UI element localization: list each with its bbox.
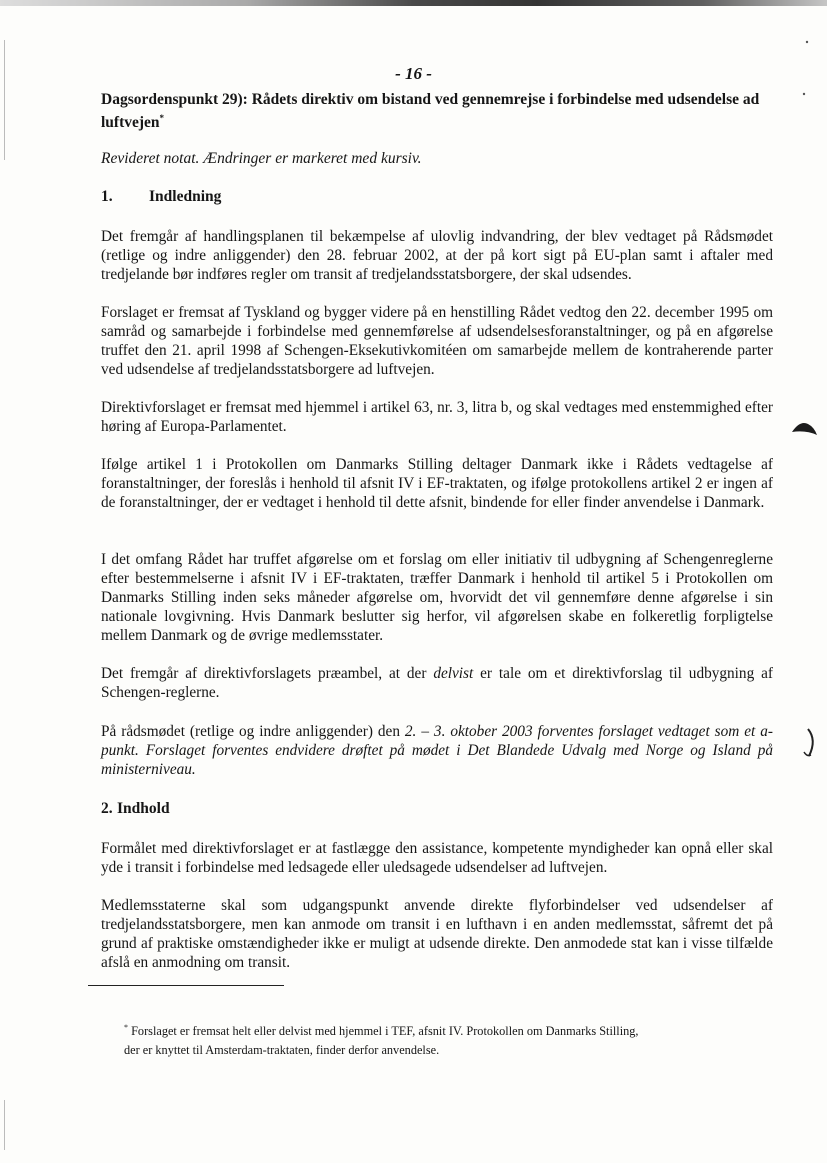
footnote-line-2 xyxy=(124,1041,744,1060)
revision-note: Revideret notat. Ændringer er markeret med kursiv. xyxy=(101,150,422,167)
margin-bracket-mark xyxy=(800,726,820,760)
paragraph-1: Det fremgår af handlingsplanen til bekæmpelse af ulovlig indvandring, der blev vedtaget på Rådsmødet (retlige og indre anliggender) den 28. februar 2002, at der på kort sigt på EU-plan samt i aftaler med tredjelande bør indføres regler om transit af tredjelandsstatsborgere, der skal udsendes. xyxy=(101,228,773,283)
paragraph-2: Forslaget er fremsat af Tyskland og bygger videre på en henstilling Rådet vedtog den 22. december 1995 om samråd og samarbejde i forbindelse med gennemførelse af udsendelsesforanstaltninger, og på en afgørelse truffet den 21. april 1998 af Schengen-Eksekutivkomitéen om samarbejde mellem de kontraherende parter ved udsendelse af tredjelandsstatsborgere ad luftvejen. xyxy=(101,304,773,378)
footnote-divider xyxy=(88,985,284,986)
section-heading-2 xyxy=(101,800,170,818)
paragraph-3: Direktivforslaget er fremsat med hjemmel i artikel 63, nr. 3, litra b, og skal vedtages med enstemmighed efter høring af Europa-Parlamentet. xyxy=(101,399,773,435)
paragraph-5: I det omfang Rådet har truffet afgørelse om et forslag om eller initiativ til udbygning af Schengenreglerne efter bestemmelserne i afsnit IV i EF-traktaten, træffer Danmark i henhold til artikel 5 i Protokollen om Danmarks Stilling inden seks måneder afgørelse om, hvorvidt det vil gennemføre denne afgørelse i sin nationale lovgivning. Hvis Danmark beslutter sig herfor, vil afgørelsen skabe en folkeretlig forpligtelse mellem Danmark og de øvrige medlemsstater. xyxy=(101,551,773,644)
section-title: Indhold xyxy=(117,800,170,817)
paragraph-7 xyxy=(101,722,773,779)
footnote-line-1 xyxy=(124,1018,744,1041)
paragraph-6-italic: delvist xyxy=(433,665,474,682)
paragraph-6-text-a: Det fremgår af direktivforslagets præambel, at der xyxy=(101,665,434,682)
margin-blot-mark xyxy=(790,418,820,438)
paragraph-7-text-a: På rådsmødet (retlige og indre anliggender) den xyxy=(101,723,405,740)
title-text: Dagsordenspunkt 29): Rådets direktiv om bistand ved gennemrejse i forbindelse med udsendelse ad luftvejen xyxy=(101,91,760,132)
section-title: Indledning xyxy=(149,188,222,205)
title-footnote-marker: * xyxy=(159,113,165,123)
paragraph-9: Medlemsstaterne skal som udgangspunkt anvende direkte flyforbindelser ved udsendelser af tredjelandsstatsborgere, men kan anmode om transit i en lufthavn i en anden medlemsstat, såfremt det på grund af praktiske omstændigheder ikke er muligt at udsende direkte. Den anmodede stat kan i visse tilfælde afslå en anmodning om transit. xyxy=(101,897,773,971)
paragraph-6 xyxy=(101,664,773,702)
section-heading-1 xyxy=(101,188,221,206)
paragraph-4: Ifølge artikel 1 i Protokollen om Danmarks Stilling deltager Danmark ikke i Rådets vedtagelse af foranstaltninger, der foreslås i henhold til afsnit IV i EF-traktaten, og ifølge protokollens artikel 2 er ingen af de foranstaltninger, der er vedtaget i henhold til dette afsnit, bindende for eller finder anvendelse i Danmark. xyxy=(101,456,773,511)
page-title xyxy=(101,90,781,132)
footnote-text-2: der er knyttet til Amsterdam-traktaten, finder derfor anvendelse. xyxy=(124,1043,440,1058)
footnote-marker: * xyxy=(124,1023,128,1032)
page-number: - 16 - xyxy=(395,64,432,83)
paragraph-6-text-b: er tale om et direktivforslag til udbygning af Schengen-reglerne. xyxy=(101,665,773,701)
margin-dot-mark xyxy=(803,38,811,46)
paragraph-8: Formålet med direktivforslaget er at fastlægge den assistance, kompetente myndigheder kan opnå eller skal yde i transit i forbindelse med ledsagede eller uledsagede udsendelser ad luftvejen. xyxy=(101,840,773,876)
section-number: 2. xyxy=(101,800,113,817)
paragraph-7-italic: 2. – 3. oktober 2003 forventes forslaget vedtaget som et a-punkt. Forslaget forventes endvidere drøftet på mødet i Det Blandede Udvalg med Norge og Island på ministerniveau. xyxy=(101,723,773,778)
margin-dot-mark xyxy=(800,90,808,98)
footnote xyxy=(124,1018,744,1060)
footnote-text-1: Forslaget er fremsat helt eller delvist med hjemmel i TEF, afsnit IV. Protokollen om Danmarks Stilling, xyxy=(131,1024,639,1039)
section-number: 1. xyxy=(101,188,113,205)
